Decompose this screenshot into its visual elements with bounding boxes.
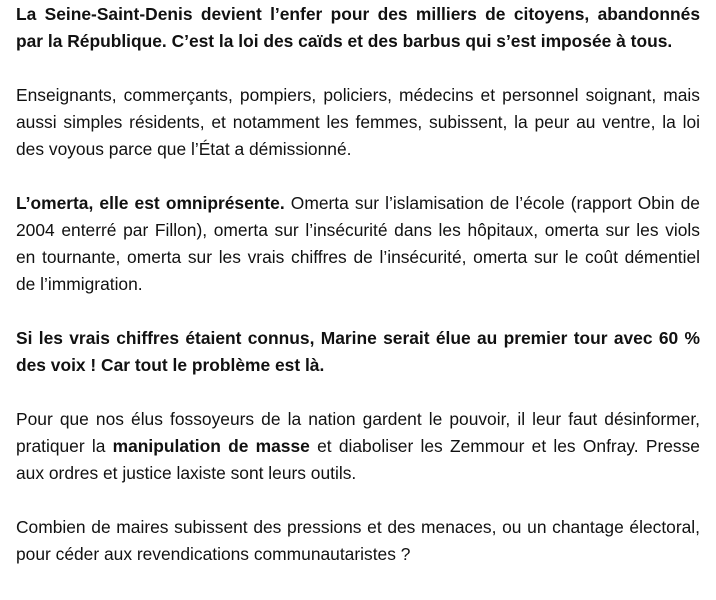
omerta-text: Omerta sur l’islamisation de l’école (rapport Obin de 2004 enterré par Fillon), omerta sur l’insécurité dans les hôpitaux, omerta sur les viols en tournante, omerta sur les vrais chiffres de l’insécurité, omerta sur le coût démentiel de l’immigration. bbox=[16, 193, 700, 294]
paragraph-manipulation bbox=[16, 406, 700, 487]
paragraph-mayors: Combien de maires subissent des pressions et des menaces, ou un chantage électoral, pour céder aux revendications communautaristes ? bbox=[16, 517, 700, 564]
omerta-lead: L’omerta, elle est omniprésente. bbox=[16, 193, 285, 213]
paragraph-victims: Enseignants, commerçants, pompiers, policiers, médecins et personnel soignant, mais aussi simples résidents, et notamment les femmes, subissent, la peur au ventre, la loi des voyous parce que l’État a démissionné. bbox=[16, 85, 700, 159]
paragraph-figures: Si les vrais chiffres étaient connus, Marine serait élue au premier tour avec 60 % des voix ! Car tout le problème est là. bbox=[16, 328, 700, 375]
paragraph-intro: La Seine-Saint-Denis devient l’enfer pour des milliers de citoyens, abandonnés par la République. C’est la loi des caïds et des barbus qui s’est imposée à tous. bbox=[16, 4, 700, 51]
paragraph-omerta bbox=[16, 190, 700, 298]
article-body bbox=[16, 0, 700, 595]
manipulation-text-end: et diaboliser les Zemmour et les Onfray. Presse aux ordres et justice laxiste sont leurs outils. bbox=[16, 436, 700, 483]
manipulation-emphasis: manipulation de masse bbox=[112, 436, 310, 456]
manipulation-text-start: Pour que nos élus fossoyeurs de la nation gardent le pouvoir, il leur faut désinformer, pratiquer la bbox=[16, 409, 700, 456]
